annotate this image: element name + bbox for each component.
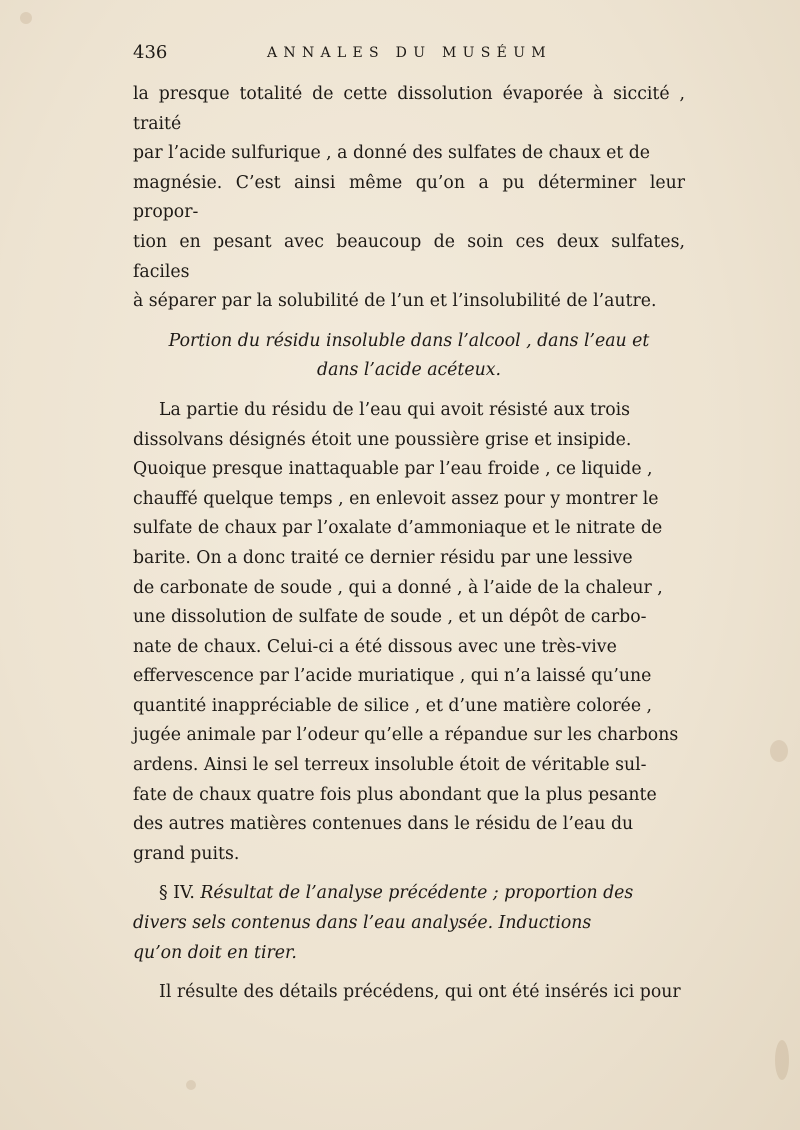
- text-line: nate de chaux. Celui-ci a été dissous avec une très-vive: [133, 636, 617, 657]
- section-title-part: divers sels contenus dans l’eau analysée. Inductions: [133, 913, 592, 934]
- text-line: tion en pesant avec beaucoup de soin ces deux sulfates, faciles: [133, 231, 685, 282]
- text-line: quantité inappréciable de silice , et d’une matière colorée ,: [133, 695, 653, 716]
- foxing-spot: [20, 12, 32, 24]
- text-line: effervescence par l’acide muriatique , qui n’a laissé qu’une: [133, 666, 652, 687]
- text-line: grand puits.: [133, 843, 240, 864]
- running-title: ANNALES DU MUSÉUM: [267, 45, 552, 61]
- text-line: ardens. Ainsi le sel terreux insoluble étoit de véritable sul-: [133, 755, 647, 776]
- subheading: [133, 327, 685, 386]
- text-line: jugée animale par l’odeur qu’elle a répandue sur les charbons: [133, 725, 679, 746]
- text-line: par l’acide sulfurique , a donné des sulfates de chaux et de: [133, 143, 651, 164]
- text-line: sulfate de chaux par l’oxalate d’ammoniaque et le nitrate de: [133, 518, 663, 539]
- text-line: à séparer par la solubilité de l’un et l’insolubilité de l’autre.: [133, 291, 657, 312]
- section-heading-line: [133, 879, 685, 909]
- text-column: [133, 42, 685, 1008]
- text-line: fate de chaux quatre fois plus abondant que la plus pesante: [133, 784, 657, 805]
- section-number: § IV.: [159, 883, 195, 904]
- subheading-line: dans l’acide acéteux.: [317, 360, 501, 381]
- foxing-spot: [775, 1040, 789, 1080]
- section-title-part: qu’on doit en tirer.: [133, 942, 297, 963]
- section-heading: [133, 879, 685, 968]
- paragraph-result: [133, 978, 685, 1008]
- text-line: La partie du résidu de l’eau qui avoit résisté aux trois: [159, 399, 631, 420]
- text-line: la presque totalité de cette dissolution évaporée à siccité , traité: [133, 84, 685, 134]
- foxing-spot: [770, 740, 788, 762]
- text-line: magnésie. C’est ainsi même qu’on a pu déterminer leur propor-: [133, 172, 685, 223]
- foxing-spot: [186, 1080, 196, 1090]
- paragraph-residue: [133, 396, 685, 870]
- text-line: Quoique presque inattaquable par l’eau froide , ce liquide ,: [133, 459, 653, 480]
- text-line: barite. On a donc traité ce dernier résidu par une lessive: [133, 547, 633, 568]
- paragraph-continuation: [133, 80, 685, 317]
- page-header: [133, 42, 685, 68]
- text-line: Il résulte des détails précédens, qui ont été insérés ici pour: [159, 982, 681, 1003]
- text-line: des autres matières contenues dans le résidu de l’eau du: [133, 814, 634, 835]
- page-number: 436: [133, 42, 168, 63]
- subheading-line: Portion du résidu insoluble dans l’alcool , dans l’eau et: [168, 330, 650, 351]
- text-line: chauffé quelque temps , en enlevoit assez pour y montrer le: [133, 488, 659, 509]
- text-line: une dissolution de sulfate de soude , et un dépôt de carbo-: [133, 607, 647, 628]
- text-line: de carbonate de soude , qui a donné , à l’aide de la chaleur ,: [133, 577, 663, 598]
- section-title-part: Résultat de l’analyse précédente ; proportion des: [200, 883, 634, 904]
- text-line: dissolvans désignés étoit une poussière grise et insipide.: [133, 429, 632, 450]
